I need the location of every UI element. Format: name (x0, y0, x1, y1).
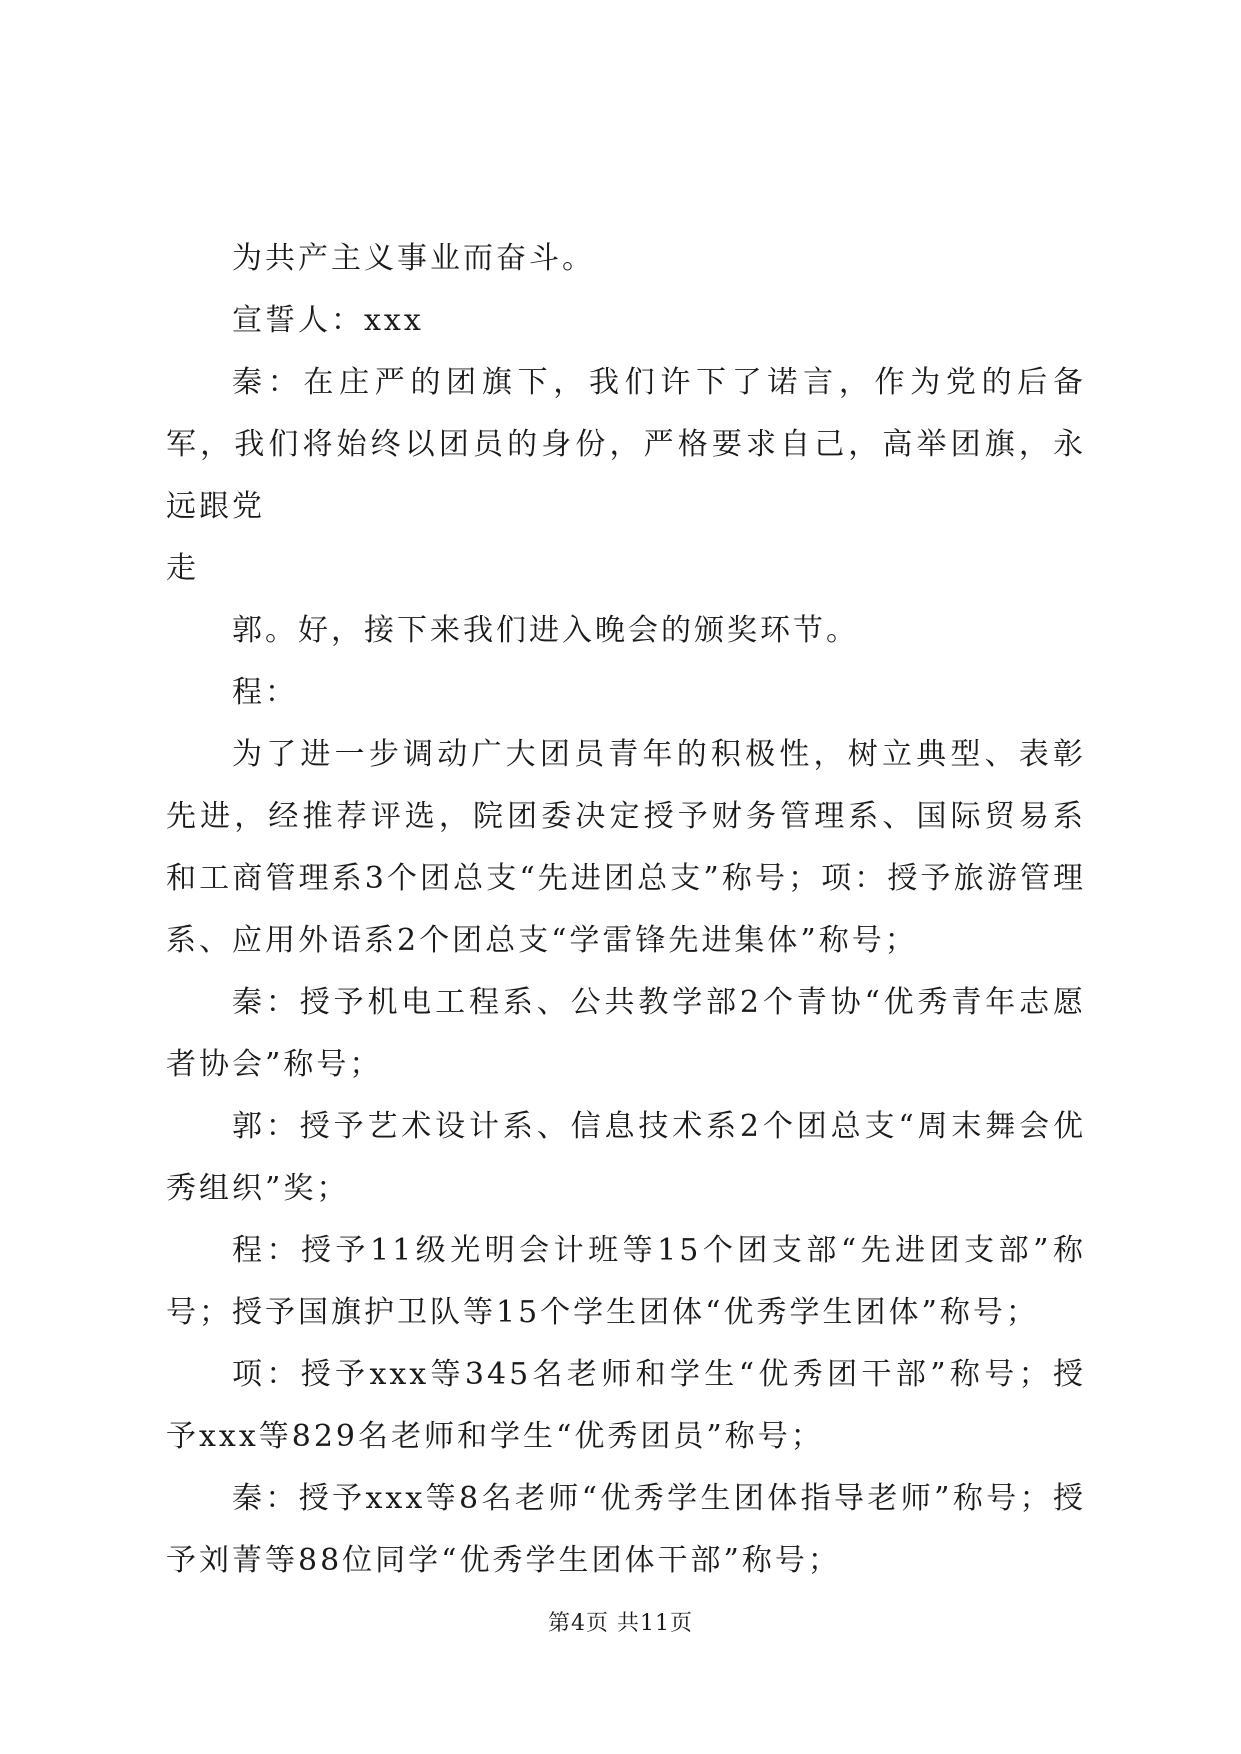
paragraph-awards-general: 为了进一步调动广大团员青年的积极性，树立典型、表彰先进，经推荐评选，院团委决定授予财务管理系、国际贸易系和工商管理系3个团总支“先进团总支”称号；项：授予旅游管理系、应用外语系2个团总支“学雷锋先进集体”称号； (166, 737, 1086, 958)
page-number-footer: 第4页 共11页 (548, 1611, 693, 1636)
paragraph-oath-end: 为共产主义事业而奋斗。 (232, 241, 595, 276)
paragraph-oath-signer: 宣誓人：xxx (232, 303, 424, 338)
paragraph-guo-dance: 郭：授予艺术设计系、信息技术系2个团总支“周末舞会优秀组织”奖； (166, 1109, 1086, 1206)
paragraph-qin-teachers: 秦：授予xxx等8名老师“优秀学生团体指导老师”称号；授予刘菁等88位同学“优秀学生团体干部”称号； (166, 1481, 1086, 1578)
paragraph-cheng-label: 程： (232, 675, 298, 710)
paragraph-cheng-branch: 程：授予11级光明会计班等15个团支部“先进团支部”称号；授予国旗护卫队等15个学生团体“优秀学生团体”称号； (166, 1233, 1086, 1330)
paragraph-xiang-members: 项：授予xxx等345名老师和学生“优秀团干部”称号；授予xxx等829名老师和学生“优秀团员”称号； (166, 1357, 1086, 1454)
paragraph-guo-awards-intro: 郭。好，接下来我们进入晚会的颁奖环节。 (232, 613, 859, 648)
paragraph-qin-volunteer: 秦：授予机电工程系、公共教学部2个青协“优秀青年志愿者协会”称号； (166, 985, 1086, 1082)
document-body (166, 228, 1086, 1592)
paragraph-qin-promise-end: 走 (166, 551, 199, 586)
paragraph-qin-promise: 秦：在庄严的团旗下，我们许下了诺言，作为党的后备军，我们将始终以团员的身份，严格要求自己，高举团旗，永远跟党 (166, 365, 1086, 524)
